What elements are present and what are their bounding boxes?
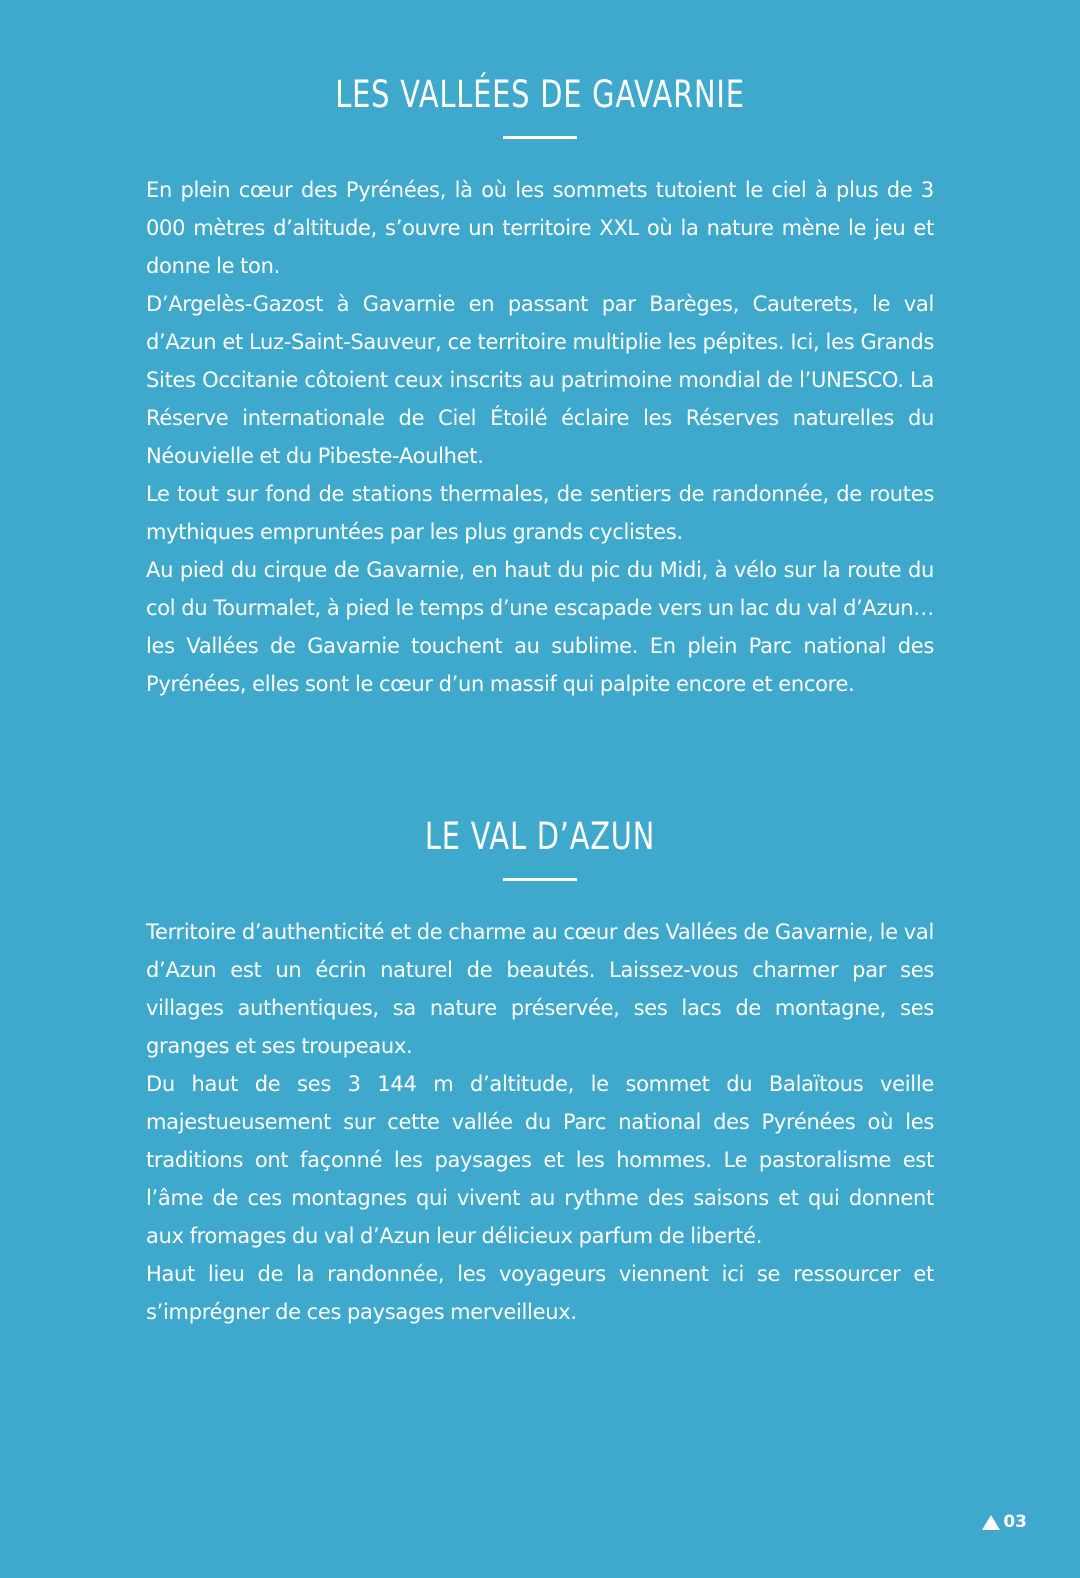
- paragraph: Haut lieu de la randonnée, les voyageurs viennent ici se ressourcer et s’imprégner de ces paysages merveilleux.: [146, 1262, 934, 1324]
- triangle-up-icon: [982, 1515, 1000, 1530]
- paragraph: Du haut de ses 3 144 m d’altitude, le sommet du Balaïtous veille majestueusement sur cette vallée du Parc national des Pyrénées où les traditions ont façonné les paysages et les hommes. Le pastoralisme est l’âme de ces montagnes qui vivent au rythme des saisons et qui donnent aux fromages du val d’Azun leur délicieux parfum de liberté.: [146, 1072, 934, 1248]
- page-number: [982, 1509, 1027, 1535]
- page-number-text: 03: [1003, 1512, 1027, 1532]
- section-val-dazun: [146, 812, 934, 1331]
- section-title: LE VAL D’AZUN: [424, 815, 656, 858]
- paragraph: Le tout sur fond de stations thermales, de sentiers de randonnée, de routes mythiques empruntées par les plus grands cyclistes.: [146, 482, 934, 544]
- section-body: [146, 171, 934, 703]
- paragraph: Au pied du cirque de Gavarnie, en haut du pic du Midi, à vélo sur la route du col du Tourmalet, à pied le temps d’une escapade vers un lac du val d’Azun… les Vallées de Gavarnie touchent au sublime. En plein Parc national des Pyrénées, elles sont le cœur d’un massif qui palpite encore et encore.: [146, 558, 934, 696]
- section-title: LES VALLÉES DE GAVARNIE: [335, 73, 745, 116]
- title-underline: [503, 878, 577, 881]
- section-body: [146, 913, 934, 1331]
- paragraph: Territoire d’authenticité et de charme au cœur des Vallées de Gavarnie, le val d’Azun est un écrin naturel de beautés. Laissez-vous charmer par ses villages authentiques, sa nature préservée, ses lacs de montagne, ses granges et ses troupeaux.: [146, 920, 934, 1058]
- paragraph: D’Argelès-Gazost à Gavarnie en passant par Barèges, Cauterets, le val d’Azun et Luz-Saint-Sauveur, ce territoire multiplie les pépites. Ici, les Grands Sites Occitanie côtoient ceux inscrits au patrimoine mondial de l’UNESCO. La Réserve internationale de Ciel Étoilé éclaire les Réserves naturelles du Néouvielle et du Pibeste-Aoulhet.: [146, 292, 934, 468]
- section-vallees-de-gavarnie: [146, 70, 934, 703]
- paragraph: En plein cœur des Pyrénées, là où les sommets tutoient le ciel à plus de 3 000 mètres d’altitude, s’ouvre un territoire XXL où la nature mène le jeu et donne le ton.: [146, 178, 934, 278]
- title-underline: [503, 136, 577, 139]
